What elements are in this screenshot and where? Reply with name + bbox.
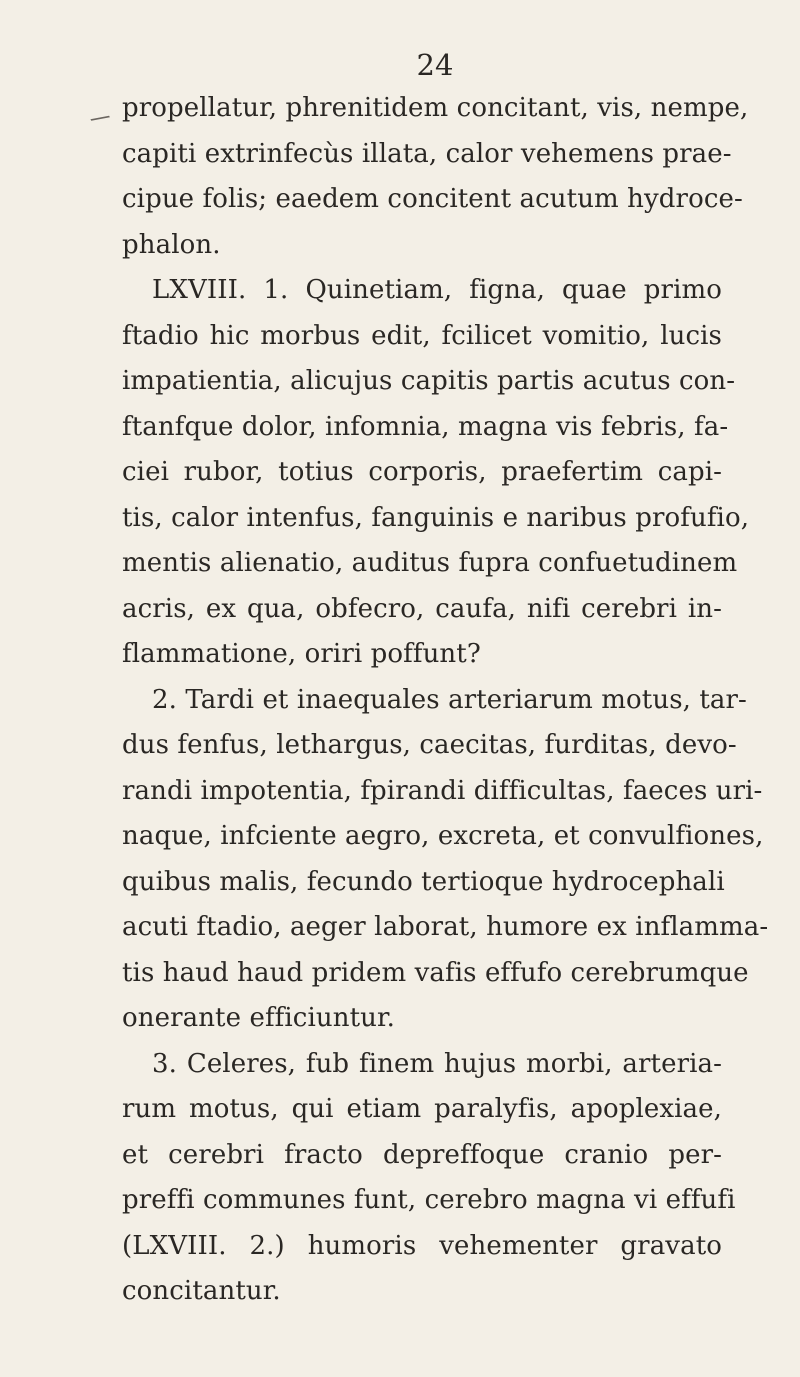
text-line: et cerebri fracto depreffoque cranio per- bbox=[122, 1139, 722, 1170]
text-line: onerante efficiuntur. bbox=[122, 1003, 396, 1033]
text-line: quibus malis, fecundo tertioque hydrocephali bbox=[122, 866, 725, 897]
text-line: preffi communes funt, cerebro magna vi effufi bbox=[122, 1185, 736, 1215]
text-line: propellatur, phrenitidem concitant, vis, nempe, bbox=[122, 93, 749, 123]
section-heading-line: LXVIII. 1. Quinetiam, figna, quae primo bbox=[152, 275, 722, 305]
text-line: concitantur. bbox=[122, 1276, 281, 1306]
text-line: capiti extrinfecùs illata, calor vehemens prae- bbox=[122, 138, 732, 169]
text-line: randi impotentia, fpirandi difficultas, faeces uri- bbox=[122, 775, 763, 806]
text-line: ftanfque dolor, infomnia, magna vis febris, fa- bbox=[122, 411, 729, 442]
text-line: (LXVIII. 2.) humoris vehementer gravato bbox=[122, 1230, 722, 1261]
page-number: 24 bbox=[416, 48, 454, 82]
text-line: acuti ftadio, aeger laborat, humore ex inflamma- bbox=[122, 912, 769, 942]
body-text bbox=[122, 86, 769, 1315]
text-line: acris, ex qua, obfecro, caufa, nifi cerebri in- bbox=[122, 593, 722, 624]
text-line: mentis alienatio, auditus fupra confuetudinem bbox=[122, 548, 738, 578]
text-line: ciei rubor, totius corporis, praefertim capi- bbox=[122, 457, 722, 487]
text-line: flammatione, oriri poffunt? bbox=[122, 639, 481, 669]
text-line: 2. Tardi et inaequales arteriarum motus, tar- bbox=[152, 684, 747, 715]
margin-stroke-mark: / bbox=[86, 109, 113, 128]
text-line: tis haud haud pridem vafis effufo cerebrumque bbox=[122, 957, 749, 988]
text-line: tis, calor intenfus, fanguinis e naribus profufio, bbox=[122, 502, 750, 533]
text-line: phalon. bbox=[122, 229, 221, 260]
text-line: cipue folis; eaedem concitent acutum hydroce- bbox=[122, 184, 743, 214]
text-line: rum motus, qui etiam paralyfis, apoplexiae, bbox=[122, 1094, 722, 1124]
text-line: naque, infciente aegro, excreta, et convulfiones, bbox=[122, 821, 764, 851]
text-line: impatientia, alicujus capitis partis acutus con- bbox=[122, 366, 736, 396]
text-line: 3. Celeres, fub finem hujus morbi, arteria- bbox=[152, 1048, 722, 1079]
text-line: ftadio hic morbus edit, fcilicet vomitio, lucis bbox=[122, 320, 722, 351]
text-line: dus fenfus, lethargus, caecitas, furditas, devo- bbox=[122, 730, 737, 760]
